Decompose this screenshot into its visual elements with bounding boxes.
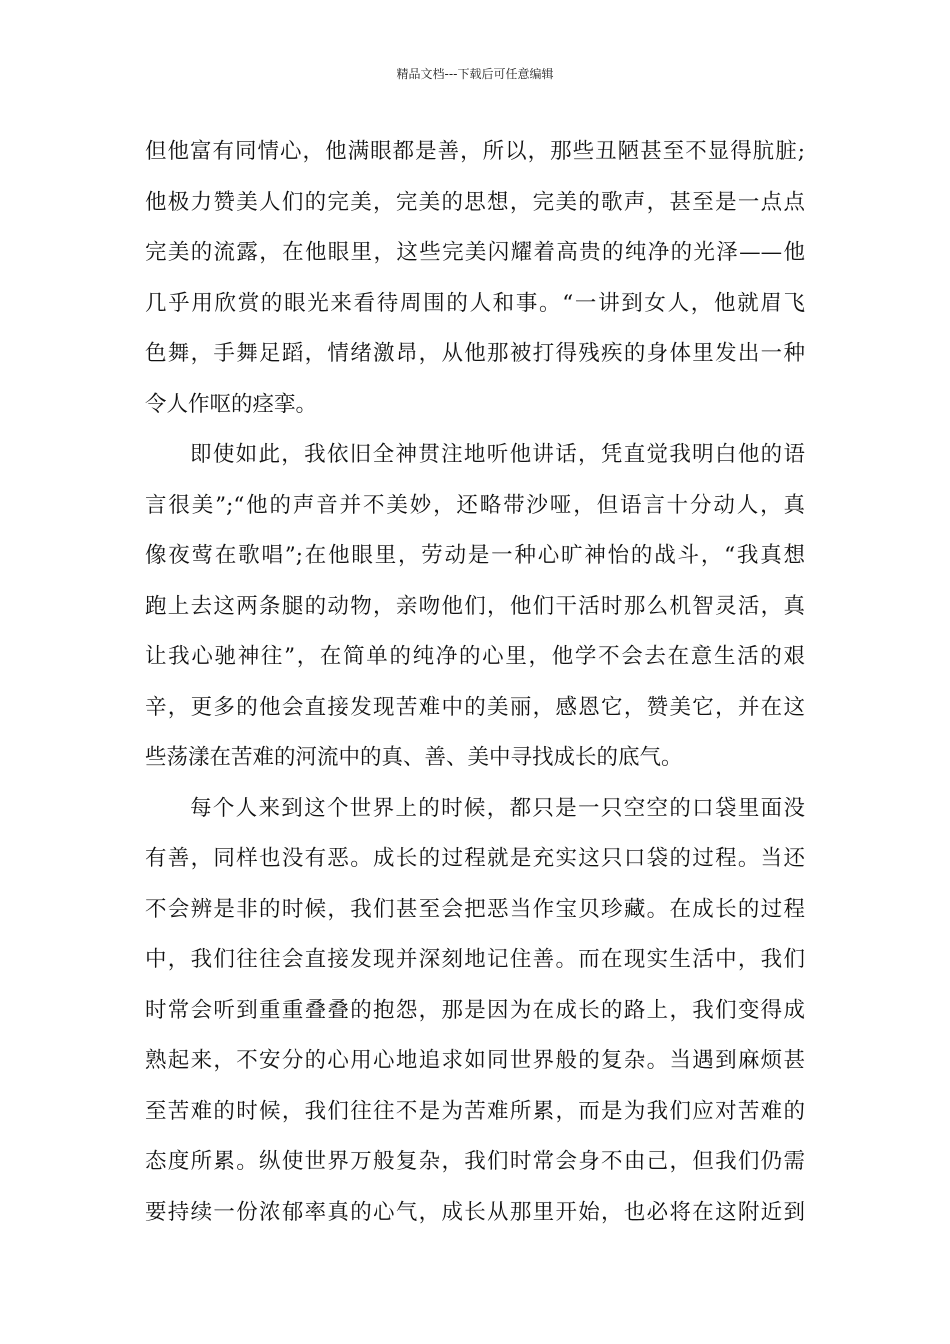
text-line: 至苦难的时候，我们往往不是为苦难所累，而是为我们应对苦难的 bbox=[145, 1098, 805, 1124]
text-line: 但他富有同情心，他满眼都是善，所以，那些丑陋甚至不显得肮脏; bbox=[145, 139, 805, 164]
text-line: 完美的流露，在他眼里，这些完美闪耀着高贵的纯净的光泽——他 bbox=[145, 240, 805, 265]
text-line: 几乎用欣赏的眼光来看待周围的人和事。“一讲到女人，他就眉飞 bbox=[145, 290, 805, 316]
text-line: 有善，同样也没有恶。成长的过程就是充实这只口袋的过程。当还 bbox=[145, 846, 805, 871]
text-line: 中，我们往往会直接发现并深刻地记住善。而在现实生活中，我们 bbox=[145, 947, 805, 972]
text-line: 要持续一份浓郁率真的心气，成长从那里开始，也必将在这附近到 bbox=[145, 1199, 805, 1225]
page-header: 精品文档---下载后可任意编辑 bbox=[396, 67, 554, 81]
text-line: 不会辨是非的时候，我们甚至会把恶当作宝贝珍藏。在成长的过程 bbox=[145, 896, 805, 922]
text-line: 像夜莺在歌唱”;在他眼里，劳动是一种心旷神怡的战斗，“我真想 bbox=[145, 543, 805, 568]
text-line: 些荡漾在苦难的河流中的真、善、美中寻找成长的底气。 bbox=[145, 745, 683, 770]
text-line: 即使如此，我依旧全神贯注地听他讲话，凭直觉我明白他的语 bbox=[190, 442, 805, 467]
text-line: 言很美”;“他的声音并不美妙，还略带沙哑，但语言十分动人，真 bbox=[145, 492, 805, 518]
paragraph-1 bbox=[145, 127, 805, 430]
paragraph-3 bbox=[145, 784, 805, 1239]
text-line: 他极力赞美人们的完美，完美的思想，完美的歌声，甚至是一点点 bbox=[145, 189, 805, 215]
text-line: 每个人来到这个世界上的时候，都只是一只空空的口袋里面没 bbox=[190, 795, 805, 821]
document-body bbox=[145, 127, 805, 1238]
text-line: 令人作呕的痉挛。 bbox=[145, 391, 318, 417]
text-line: 让我心驰神往”，在简单的纯净的心里，他学不会去在意生活的艰 bbox=[145, 644, 805, 669]
text-line: 色舞，手舞足蹈，情绪激昂，从他那被打得残疾的身体里发出一种 bbox=[145, 341, 805, 366]
text-line: 时常会听到重重叠叠的抱怨，那是因为在成长的路上，我们变得成 bbox=[145, 997, 805, 1023]
paragraph-2 bbox=[145, 430, 805, 784]
text-line: 态度所累。纵使世界万般复杂，我们时常会身不由己，但我们仍需 bbox=[145, 1149, 805, 1174]
text-line: 辛，更多的他会直接发现苦难中的美丽，感恩它，赞美它，并在这 bbox=[145, 694, 805, 720]
text-line: 熟起来，不安分的心用心地追求如同世界般的复杂。当遇到麻烦甚 bbox=[145, 1048, 805, 1073]
text-line: 跑上去这两条腿的动物，亲吻他们，他们干活时那么机智灵活，真 bbox=[145, 593, 805, 619]
